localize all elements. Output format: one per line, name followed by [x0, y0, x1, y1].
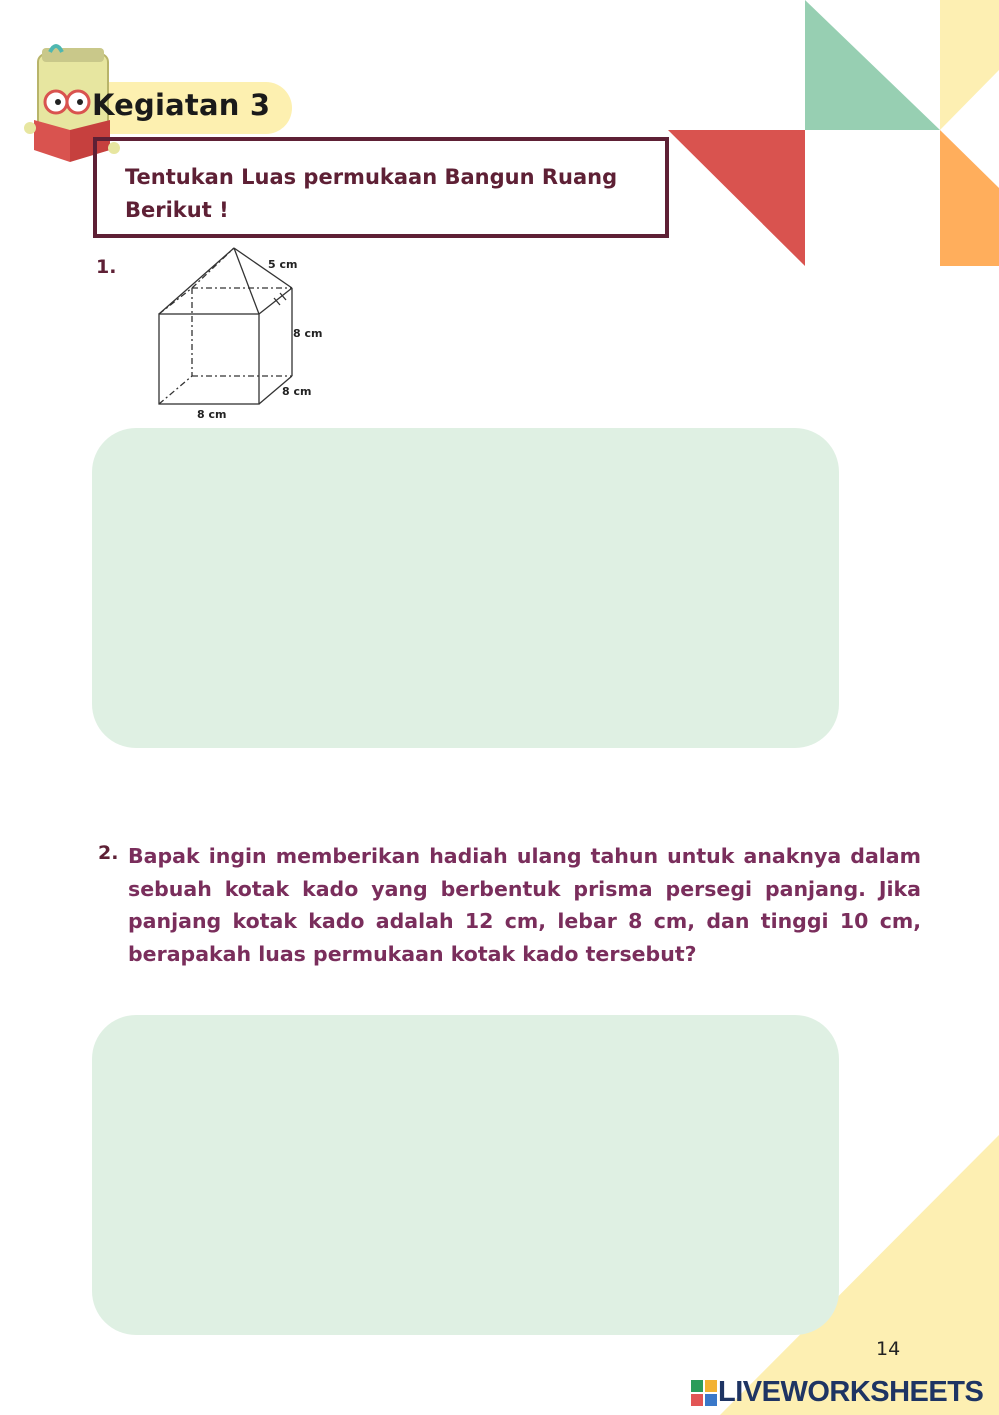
question-2-number: 2.: [98, 842, 119, 864]
liveworksheets-logo-icon: [690, 1379, 718, 1407]
liveworksheets-logo-text: LIVEWORKSHEETS: [718, 1376, 984, 1408]
red-triangle-decoration: [668, 130, 805, 266]
label-depth: 8 cm: [282, 385, 312, 398]
liveworksheets-logo[interactable]: [690, 1376, 983, 1409]
answer-box-2[interactable]: [92, 1015, 839, 1335]
yellow-shape-decoration-top: [940, 0, 999, 130]
prism-pyramid-figure: [150, 243, 340, 425]
answer-box-1[interactable]: [92, 428, 839, 748]
question-1-number: 1.: [96, 256, 117, 278]
green-triangle-decoration: [805, 0, 940, 130]
instruction-text: Tentukan Luas permukaan Bangun Ruang Berikut !: [125, 165, 618, 222]
instruction-box: [93, 137, 669, 238]
orange-shape-decoration: [940, 130, 999, 266]
label-slant: 5 cm: [268, 258, 298, 271]
page-number: 14: [876, 1338, 901, 1360]
question-2-text: Bapak ingin memberikan hadiah ulang tahun untuk anaknya dalam sebuah kotak kado yang berbentuk prisma persegi panjang. Jika panjang kotak kado adalah 12 cm, lebar 8 cm, dan tinggi 10 cm, berapakah luas permukaan kotak kado tersebut?: [128, 844, 921, 966]
activity-title: Kegiatan 3: [92, 88, 271, 122]
label-height: 8 cm: [293, 327, 323, 340]
label-width: 8 cm: [197, 408, 227, 421]
